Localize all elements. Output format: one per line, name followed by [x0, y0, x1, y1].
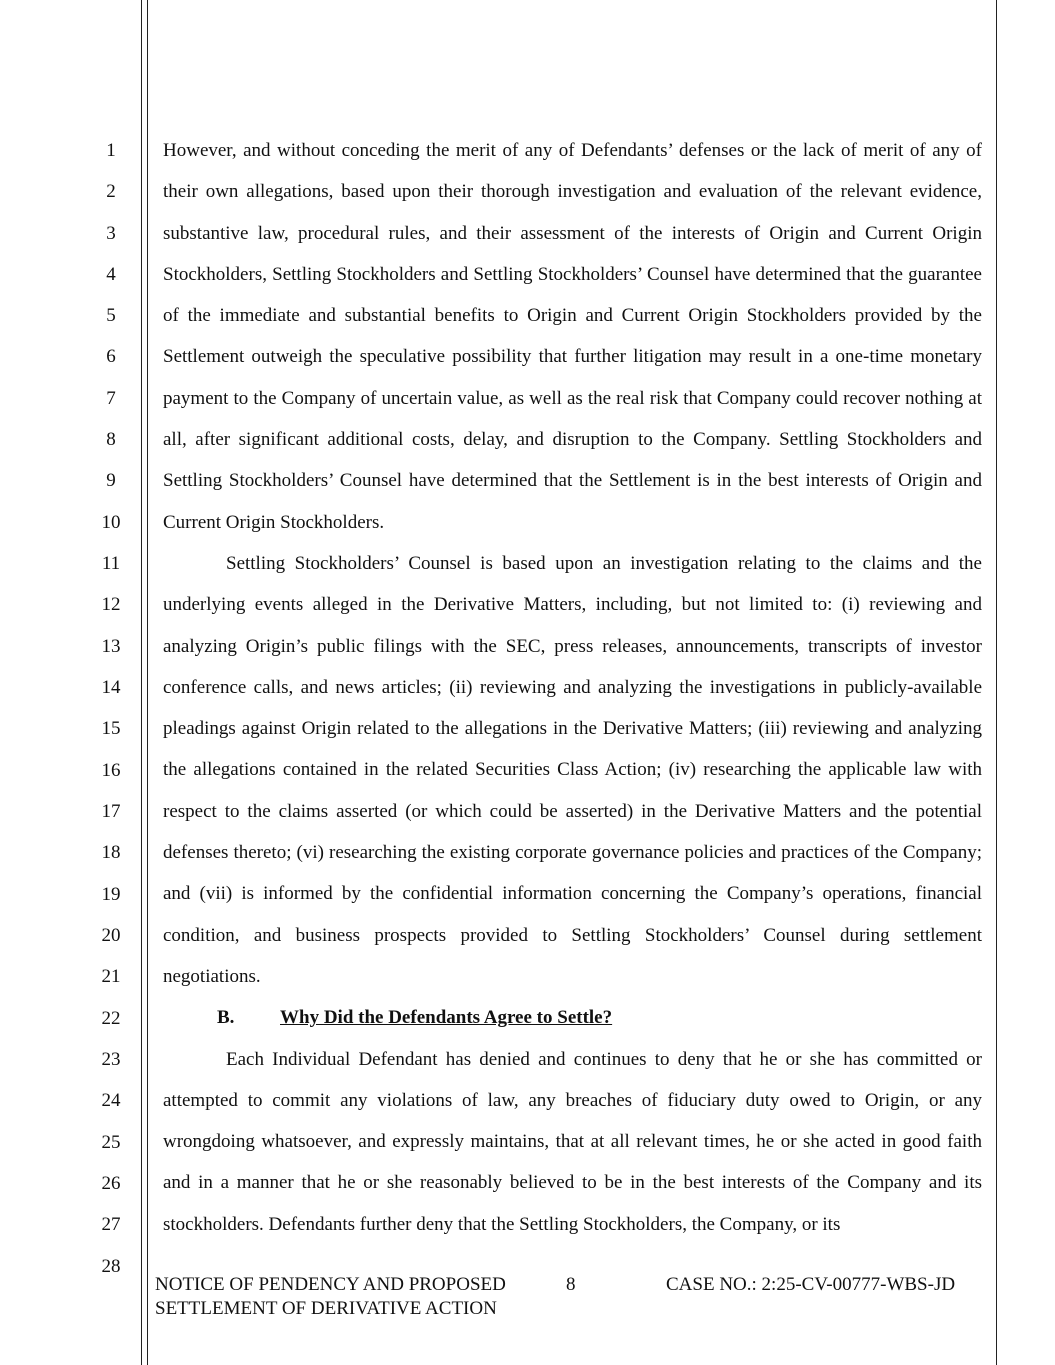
line-number: 2: [106, 181, 116, 202]
line-number: 18: [101, 842, 121, 863]
footer-title-line-1: NOTICE OF PENDENCY AND PROPOSED: [155, 1274, 506, 1295]
left-margin-rule-inner: [147, 0, 148, 1365]
line-number: 4: [106, 264, 116, 285]
section-heading: [163, 997, 982, 1038]
line-number: 3: [106, 223, 116, 244]
footer-document-title: [155, 1273, 506, 1321]
line-number: 12: [101, 594, 121, 615]
line-number: 6: [106, 346, 116, 367]
right-margin-rule: [996, 0, 997, 1365]
line-number: 17: [101, 801, 121, 822]
line-number: 7: [106, 388, 116, 409]
left-margin-rule-outer: [141, 0, 142, 1365]
paragraph-counsel-investigation: Settling Stockholders’ Counsel is based upon an investigation relating to the claims and the underlying events alleged in the Derivative Matters, including, but not limited to: (i) reviewing and analyzing Origin’s public filings with the SEC, press releases, announcements, transcripts of investor conference calls, and news articles; (ii) reviewing and analyzing the investigations in publicly-available pleadings against Origin related to the allegations in the Derivative Matters; (iii) reviewing and analyzing the allegations contained in the related Securities Class Action; (iv) researching the applicable law with respect to the claims asserted (or which could be asserted) in the Derivative Matters and the potential defenses thereto; (vi) researching the existing corporate governance policies and practices of the Company; and (vii) is informed by the confidential information concerning the Company’s operations, financial condition, and business prospects provided to Settling Stockholders’ Counsel during settlement negotiations.: [163, 552, 982, 987]
line-number: 10: [101, 512, 121, 533]
line-number: 11: [101, 553, 121, 574]
section-heading-title: Why Did the Defendants Agree to Settle?: [280, 1007, 613, 1029]
line-number: 16: [101, 760, 121, 781]
paragraph-settlement-rationale: However, and without conceding the merit of any of Defendants’ defenses or the lack of merit of any of their own allegations, based upon their thorough investigation and evaluation of the relevant evidence, substantive law, procedural rules, and their assessment of the interests of Origin and Current Origin Stockholders, Settling Stockholders and Settling Stockholders’ Counsel have determined that the guarantee of the immediate and substantial benefits to Origin and Current Origin Stockholders provided by the Settlement outweigh the speculative possibility that further litigation may result in a one-time monetary payment to the Company of uncertain value, as well as the real risk that Company could recover nothing at all, after significant additional costs, delay, and disruption to the Company. Settling Stockholders and Settling Stockholders’ Counsel have determined that the Settlement is in the best interests of Origin and Current Origin Stockholders.: [163, 140, 982, 533]
footer-case-number: CASE NO.: 2:25-CV-00777-WBS-JD: [666, 1274, 956, 1295]
paragraph-defendants-denial: Each Individual Defendant has denied and continues to deny that he or she has committed or attempted to commit any violations of law, any breaches of fiduciary duty owed to Origin, or any wrongdoing whatsoever, and expressly maintains, that at all relevant times, he or she acted in good faith and in a manner that he or she reasonably believed to be in the best interests of the Company and its stockholders. Defendants further deny that the Settling Stockholders, the Company, or its: [163, 1048, 982, 1235]
line-number-column: [0, 0, 140, 1365]
line-number: 9: [106, 470, 116, 491]
section-heading-label: B.: [217, 1007, 235, 1029]
line-number: 25: [101, 1132, 121, 1153]
line-number: 24: [101, 1090, 121, 1111]
document-body: [163, 130, 982, 1245]
line-number: 15: [101, 718, 121, 739]
footer-title-line-2: SETTLEMENT OF DERIVATIVE ACTION: [155, 1298, 497, 1319]
line-number: 8: [106, 429, 116, 450]
line-number: 26: [101, 1173, 121, 1194]
line-number: 28: [101, 1256, 121, 1277]
line-number: 13: [101, 636, 121, 657]
line-number: 5: [106, 305, 116, 326]
line-number: 27: [101, 1214, 121, 1235]
line-number: 23: [101, 1049, 121, 1070]
line-number: 14: [101, 677, 121, 698]
footer-page-number: 8: [566, 1274, 576, 1295]
line-number: 19: [101, 884, 121, 905]
line-number: 22: [101, 1008, 121, 1029]
line-number: 20: [101, 925, 121, 946]
line-number: 21: [101, 966, 121, 987]
line-number: 1: [106, 140, 116, 161]
